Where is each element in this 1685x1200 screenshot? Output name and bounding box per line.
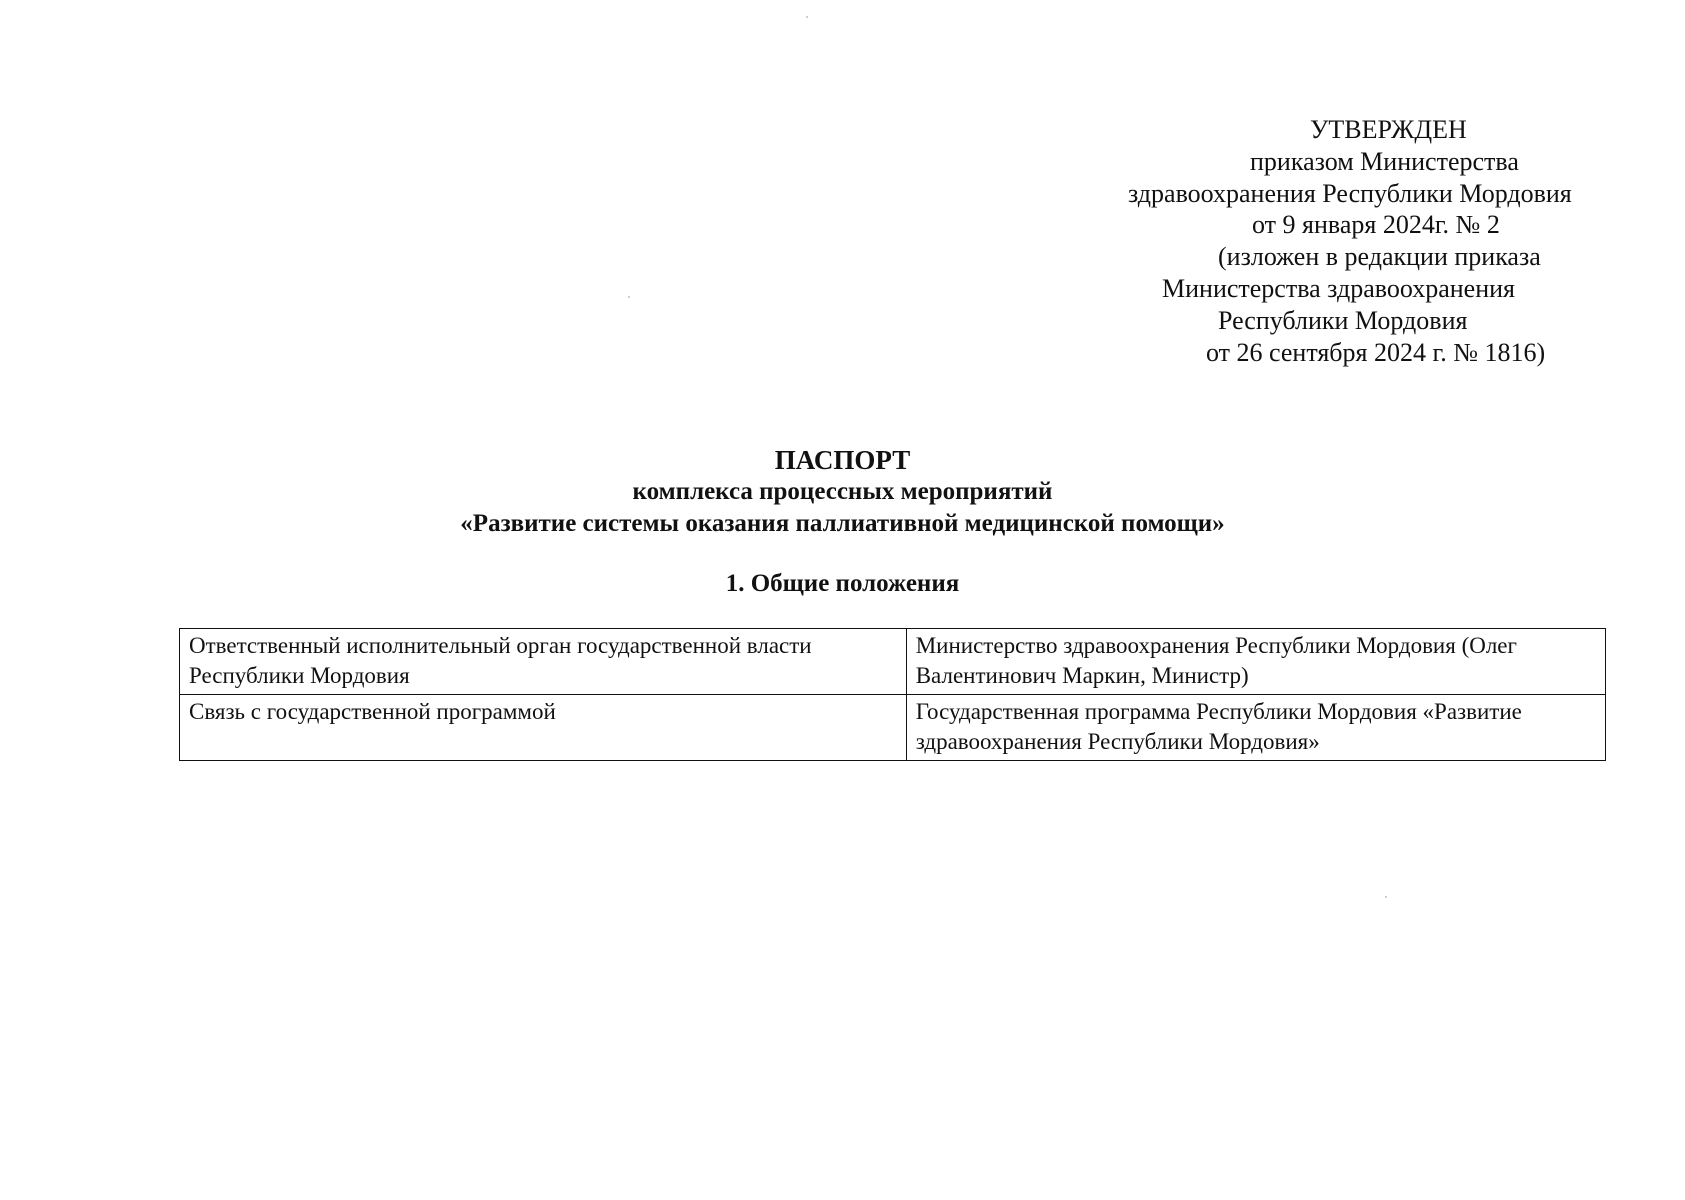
approval-stamp-block: [1080, 114, 1640, 368]
section-title: 1. Общие положения: [725, 570, 960, 597]
document-title: ПАСПОРТ: [774, 445, 911, 475]
approval-line: Республики Мордовия: [1218, 305, 1468, 335]
scan-speck: [1385, 896, 1387, 898]
scan-speck: [806, 16, 808, 18]
general-provisions-table: [179, 628, 1606, 761]
table-cell-label: Ответственный исполнительный орган государственной власти Республики Мордовия: [180, 629, 907, 695]
approval-line: от 26 сентября 2024 г. № 1816): [1206, 337, 1546, 367]
table-cell-value: Государственная программа Республики Мордовия «Развитие здравоохранения Республики Мордовия»: [906, 695, 1605, 761]
table-cell-label: Связь с государственной программой: [180, 695, 907, 761]
approval-line: приказом Министерства: [1250, 146, 1519, 176]
approval-line: здравоохранения Республики Мордовия: [1128, 178, 1572, 208]
approval-line: УТВЕРЖДЕН: [1310, 115, 1467, 144]
scan-speck: [628, 296, 630, 298]
table-cell-value: Министерство здравоохранения Республики Мордовия (Олег Валентинович Маркин, Министр): [906, 629, 1605, 695]
document-subtitle: комплекса процессных мероприятий: [632, 478, 1053, 505]
document-heading: [0, 444, 1685, 540]
table-row: [180, 629, 1606, 695]
table-row: [180, 695, 1606, 761]
approval-line: Министерства здравоохранения: [1162, 273, 1515, 303]
approval-line: от 9 января 2024г. № 2: [1252, 210, 1500, 240]
approval-line: (изложен в редакции приказа: [1218, 242, 1541, 272]
document-subtitle: «Развитие системы оказания паллиативной медицинской помощи»: [460, 510, 1225, 537]
